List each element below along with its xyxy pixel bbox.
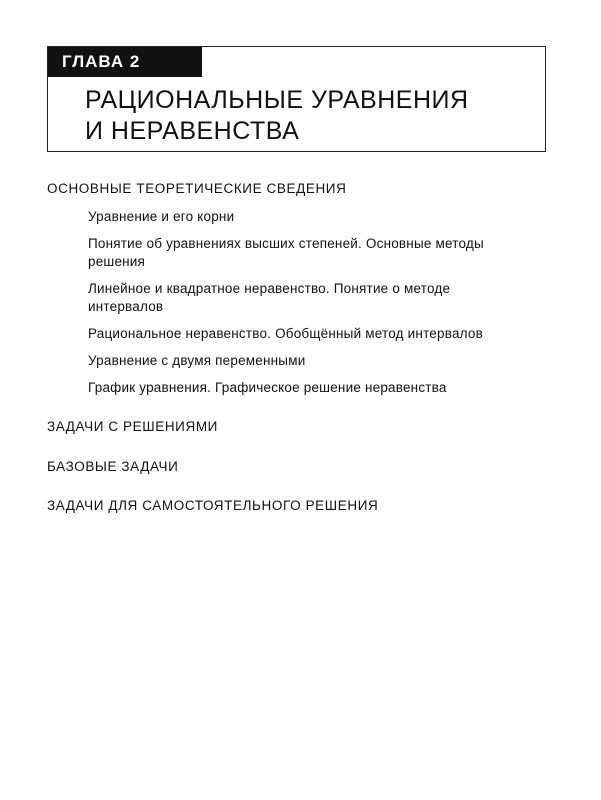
chapter-title-line-2: И НЕРАВЕНСТВА bbox=[85, 117, 300, 145]
chapter-title-line-1: РАЦИОНАЛЬНЫЕ УРАВНЕНИЯ bbox=[85, 86, 469, 114]
chapter-label: ГЛАВА 2 bbox=[48, 47, 202, 77]
toc-subsection[interactable]: Линейное и квадратное неравенство. Понятие о методе bbox=[88, 281, 451, 296]
toc-section-theory[interactable]: ОСНОВНЫЕ ТЕОРЕТИЧЕСКИЕ СВЕДЕНИЯ bbox=[47, 181, 347, 196]
toc-section-solved-problems[interactable]: ЗАДАЧИ С РЕШЕНИЯМИ bbox=[47, 419, 218, 434]
toc-subsection[interactable]: График уравнения. Графическое решение неравенства bbox=[88, 380, 447, 395]
toc-section-basic-problems[interactable]: БАЗОВЫЕ ЗАДАЧИ bbox=[47, 459, 179, 474]
toc-subsection-continued[interactable]: интервалов bbox=[88, 299, 164, 314]
toc-subsection[interactable]: Понятие об уравнениях высших степеней. Основные методы bbox=[88, 236, 484, 251]
toc-subsection-continued[interactable]: решения bbox=[88, 254, 146, 269]
toc-subsection[interactable]: Уравнение и его корни bbox=[88, 209, 235, 224]
toc-subsection[interactable]: Уравнение с двумя переменными bbox=[88, 353, 306, 368]
toc-subsection[interactable]: Рациональное неравенство. Обобщённый метод интервалов bbox=[88, 326, 483, 341]
chapter-title bbox=[85, 85, 469, 147]
chapter-header-box bbox=[47, 46, 546, 152]
toc-section-self-study-problems[interactable]: ЗАДАЧИ ДЛЯ САМОСТОЯТЕЛЬНОГО РЕШЕНИЯ bbox=[47, 498, 379, 513]
